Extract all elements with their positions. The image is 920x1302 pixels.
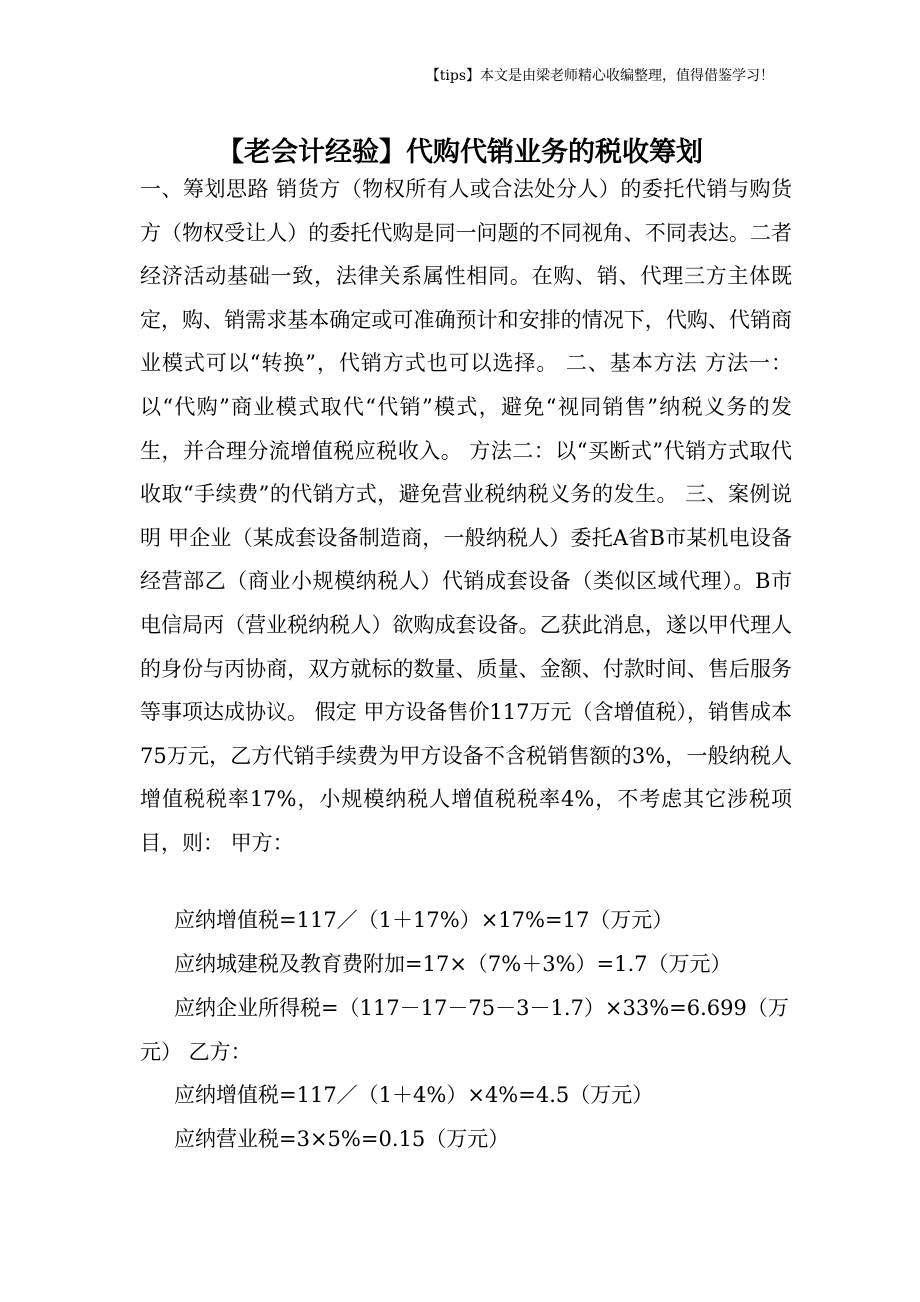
document-title: 【老会计经验】代购代销业务的税收筹划 (217, 137, 703, 169)
calc-line-vat-b-text: 应纳增值税=117／（1＋4%）×4%=4.5（万元） (174, 1083, 654, 1107)
calc-line-business-tax (140, 1118, 792, 1162)
calc-line-vat-b (140, 1074, 792, 1118)
calc-line-urban-tax-text: 应纳城建税及教育费附加=17×（7%＋3%）=1.7（万元） (174, 952, 732, 976)
calc-line-business-tax-text: 应纳营业税=3×5%=0.15（万元） (174, 1127, 510, 1151)
calc-line-income-tax-text: 应纳企业所得税=（117－17－75－3－1.7）×33%=6.699（万元） 乙方： (140, 996, 789, 1064)
calc-line-urban-tax (140, 943, 792, 987)
calc-line-income-tax (140, 987, 792, 1074)
calc-line-vat-a-text: 应纳增值税=117／（1＋17%）×17%=17（万元） (174, 908, 674, 932)
body-paragraph: 一、筹划思路 销货方（物权所有人或合法处分人）的委托代销与购货方（物权受让人）的委托代购是同一问题的不同视角、不同表达。二者经济活动基础一致，法律关系属性相同。在购、销、代理三方主体既定，购、销需求基本确定或可准确预计和安排的情况下，代购、代销商业模式可以“转换”，代销方式也可以选择。 二、基本方法 方法一：以“代购”商业模式取代“代销”模式，避免“视同销售”纳税义务的发生，并合理分流增值税应税收入。 方法二：以“买断式”代销方式取代收取“手续费”的代销方式，避免营业税纳税义务的发生。 三、案例说明 甲企业（某成套设备制造商，一般纳税人）委托A省B市某机电设备经营部乙（商业小规模纳税人）代销成套设备（类似区域代理）。B市电信局丙（营业税纳税人）欲购成套设备。乙获此消息，遂以甲代理人的身份与丙协商，双方就标的数量、质量、金额、付款时间、售后服务等事项达成协议。 假定 甲方设备售价117万元（含增值税），销售成本75万元，乙方代销手续费为甲方设备不含税销售额的3%，一般纳税人增值税税率17%，小规模纳税人增值税税率4%，不考虑其它涉税项目，则： 甲方： (140, 177, 792, 855)
calc-line-vat-a (140, 899, 792, 943)
tips-header: 【tips】本文是由梁老师精心收编整理，值得借鉴学习！ (425, 68, 774, 84)
